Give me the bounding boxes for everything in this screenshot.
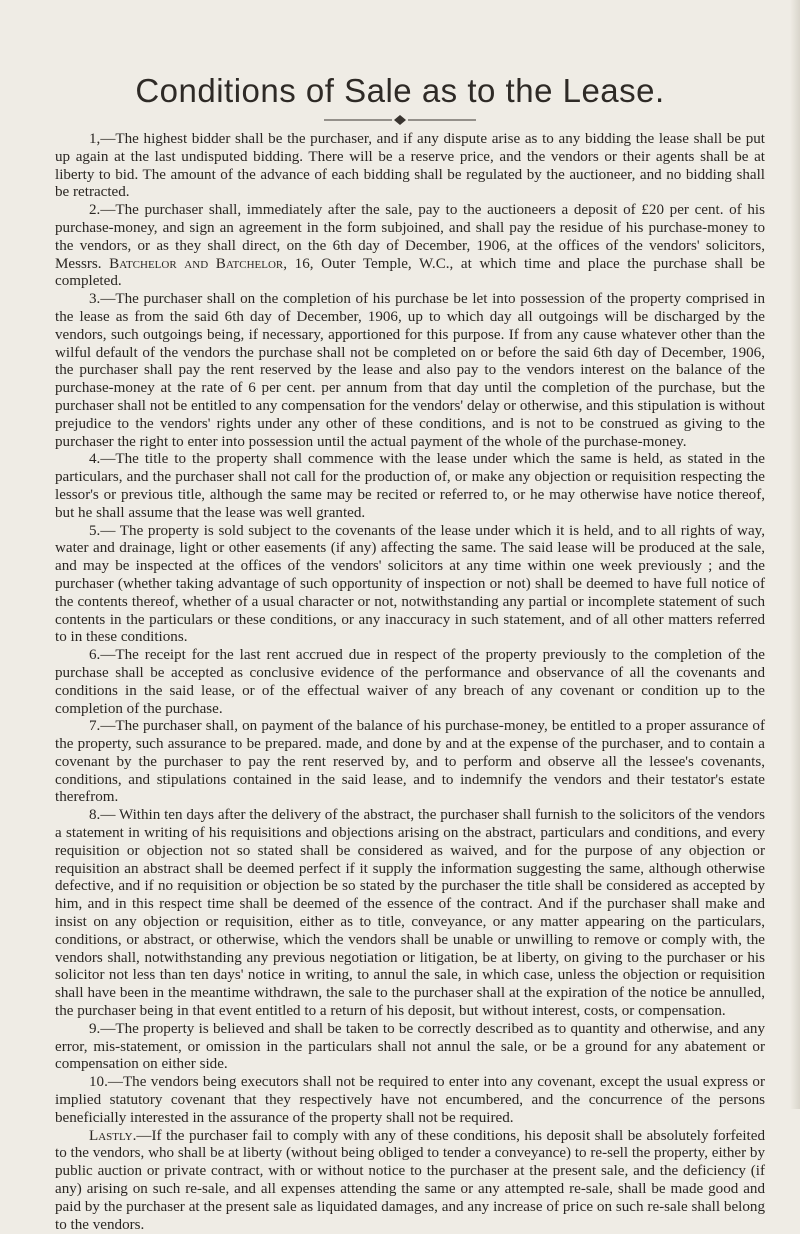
condition-2 [55,202,765,291]
condition-lastly-text: .—If the purchaser fail to comply with any of these conditions, his deposit shall be absolutely forfeited to the vendors, who shall be at liberty (without being obliged to tender a conveyance) to re-sell the property, either by public auction or private contract, with or without notice to the purchaser at the present sale, and the deficiency (if any) arising on such re-sale, and all expenses attending the same or any attempted re-sale, shall be made good and paid by the purchaser at the present sale as liquidated damages, and any increase of price on such re-sale shall belong to the vendors. [55,1127,765,1233]
condition-2-text: 2.—The purchaser shall, immediately after the sale, pay to the auctioneers a deposit of £20 per cent. of his purchase-money, and sign an agreement in the form subjoined, and shall pay the residue of his purchase-money to the vendors, or as they shall direct, on the 6th day of December, 1906, at the offices of the vendors' solicitors, Messrs. [55,202,765,272]
condition-lastly [55,1128,765,1234]
condition-4: 4.—The title to the property shall commence with the lease under which the same is held, as stated in the particulars, and the purchaser shall not call for the production of, or make any objection or requisition respecting the lessor's or previous title, although the same may be recited or referred to, or he may otherwise have notice thereof, but he shall assume that the lease was well granted. [55,451,765,521]
conditions-body [55,131,765,1234]
lastly-label: Lastly [89,1127,133,1144]
condition-3: 3.—The purchaser shall on the completion of his purchase be let into possession of the property comprised in the lease as from the said 6th day of December, 1906, up to which day all outgoings will be discharged by the vendors, such outgoings being, if necessary, apportioned for this purpose. If from any cause whatever other than the wilful default of the vendors the purchase shall not be completed on or before the said 6th day of December, 1906, the purchaser shall pay the rent reserved by the lease and also pay to the vendors interest on the balance of the purchase-money at the rate of 6 per cent. per annum from that day until the completion of the purchase, but the purchaser shall not be entitled to any compensation for the vendors' delay or otherwise, and this stipulation is without prejudice to the vendors' rights under any other of these conditions, and is not to be construed as giving to the purchaser the right to enter into possession until the actual payment of the whole of the purchase-money. [55,291,765,450]
solicitors-firm-name: Batchelor and Batchelor [109,255,284,272]
condition-9: 9.—The property is believed and shall be taken to be correctly described as to quantity and otherwise, and any error, mis-statement, or omission in the particulars shall not annul the sale, or be a ground for any abatement or compensation on either side. [55,1020,765,1073]
condition-5: 5.— The property is sold subject to the covenants of the lease under which it is held, and to all rights of way, water and drainage, light or other easements (if any) affecting the same. The said lease will be produced at the sale, and may be inspected at the offices of the vendors' solicitors at any time within one week previously ; and the purchaser (whether taking advantage of such opportunity of inspection or not) shall be deemed to have full notice of the contents thereof, whether of a usual character or not, notwithstanding any partial or incomplete statement of such contents in the particulars or these conditions, or any inaccuracy in such statement, and of all other matters referred to in these conditions. [55,522,765,646]
condition-7: 7.—The purchaser shall, on payment of the balance of his purchase-money, be entitled to a proper assurance of the property, such assurance to be prepared. made, and done by and at the expense of the purchaser, and to contain a covenant by the purchaser to pay the rent reserved by, and to perform and observe all the lessee's covenants, conditions, and stipulations contained in the said lease, and to indemnify the vendors and their testator's estate therefrom. [55,718,765,806]
condition-1: 1,—The highest bidder shall be the purchaser, and if any dispute arise as to any bidding the lease shall be put up again at the last undisputed bidding. There will be a reserve price, and the vendors or their agents shall be at liberty to bid. The amount of the advance of each bidding shall be regulated by the auctioneer, and no bidding shall be retracted. [55,131,765,201]
condition-8: 8.— Within ten days after the delivery of the abstract, the purchaser shall furnish to the solicitors of the vendors a statement in writing of his requisitions and objections arising on the abstract, particulars and conditions, and every requisition or objection not so stated shall be considered as waived, and for the purpose of any objection or requisition an abstract shall be deemed perfect if it supply the information suggesting the same, although otherwise defective, and if no requisition or objection be so stated by the purchaser the title shall be considered as accepted by him, and in this respect time shall be deemed of the essence of the contract. And if the purchaser shall make and insist on any objection or requisition, either as to title, conveyance, or any matter appearing on the particulars, conditions, or abstract, or otherwise, which the vendors shall be unable or unwilling to remove or comply with, the vendors shall, notwithstanding any previous negotiation or litigation, be at liberty, on giving to the purchaser or his solicitor not less than ten days' notice in writing, to annul the sale, in which case, unless the objection or requisition shall have been in the meantime withdrawn, the sale to the purchaser shall at the expiration of the notice be annulled, the purchaser being in that event entitled to a return of his deposit, but without interest, costs, or compensation. [55,807,765,1020]
title-ornament [320,112,480,128]
condition-2-text-end: , 16, Outer Temple, W.C., at which time and place the purchase shall be completed. [55,255,765,290]
condition-6: 6.—The receipt for the last rent accrued due in respect of the property previously to the completion of the purchase shall be accepted as conclusive evidence of the performance and observance of all the covenants and conditions in the said lease, or of the effectual waiver of any breach of any covenant or condition up to the completion of the purchase. [55,647,765,717]
page-edge-shadow [790,0,800,1109]
page-title: Conditions of Sale as to the Lease. [135,72,665,109]
condition-10: 10.—The vendors being executors shall not be required to enter into any covenant, except the usual express or implied statutory covenant that they respectively have not encumbered, and the concurrence of the persons beneficially interested in the assurance of the property shall not be required. [55,1074,765,1126]
